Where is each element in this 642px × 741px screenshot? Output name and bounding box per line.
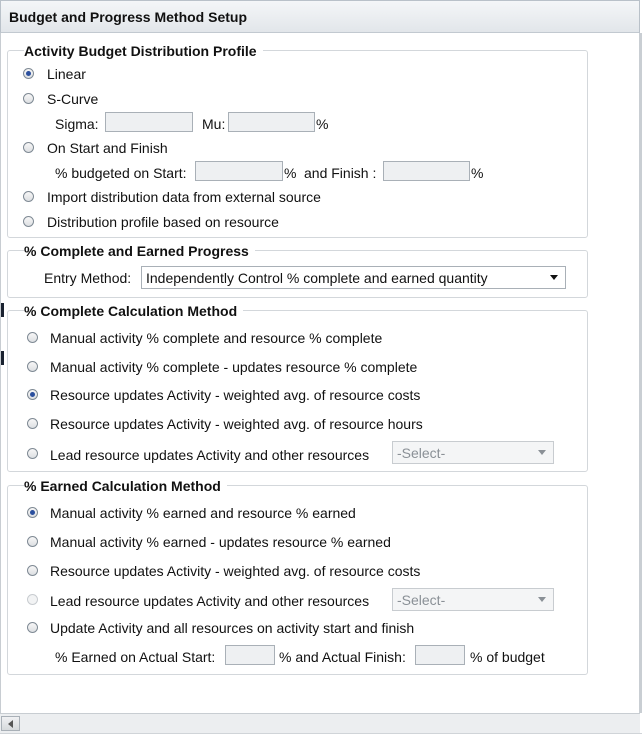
complete-costs-radio[interactable]: [27, 389, 38, 400]
budget-start-field[interactable]: [195, 161, 283, 181]
s-curve-radio[interactable]: [23, 93, 34, 104]
actual-start-label: % Earned on Actual Start:: [55, 649, 216, 665]
chevron-down-icon: [538, 597, 546, 602]
import-distribution-radio[interactable]: [23, 191, 34, 202]
complete-lead-select-value: -Select-: [397, 445, 446, 461]
entry-method-select[interactable]: [141, 266, 566, 289]
complete-manual-label: Manual activity % complete and resource % complete: [50, 330, 383, 346]
complete-manual-updates-radio[interactable]: [27, 361, 38, 372]
linear-radio[interactable]: [23, 68, 34, 79]
sigma-field[interactable]: [105, 112, 193, 132]
actual-finish-suffix: % of budget: [470, 649, 545, 665]
earned-lead-select-value: -Select-: [397, 592, 446, 608]
complete-costs-label: Resource updates Activity - weighted avg. of resource costs: [50, 387, 421, 403]
resource-profile-label: Distribution profile based on resource: [47, 214, 279, 230]
earned-costs-radio[interactable]: [27, 565, 38, 576]
mu-label: Mu:: [202, 116, 226, 132]
actual-finish-field[interactable]: [415, 645, 465, 665]
actual-finish-label: % and Actual Finish:: [279, 649, 406, 665]
mu-percent: %: [316, 116, 329, 132]
earned-manual-label: Manual activity % earned and resource % earned: [50, 505, 356, 521]
complete-lead-radio[interactable]: [27, 448, 38, 459]
budget-start-label: % budgeted on Start:: [55, 165, 187, 181]
side-marker: [1, 351, 4, 365]
earned-lead-select[interactable]: [392, 588, 554, 611]
start-finish-label: On Start and Finish: [47, 140, 168, 156]
horizontal-scrollbar[interactable]: [0, 713, 640, 733]
linear-label: Linear: [47, 66, 86, 82]
earned-costs-label: Resource updates Activity - weighted avg. of resource costs: [50, 563, 421, 579]
earned-manual-radio[interactable]: [27, 507, 38, 518]
complete-lead-label: Lead resource updates Activity and other resources: [50, 447, 370, 463]
complete-hours-label: Resource updates Activity - weighted avg. of resource hours: [50, 416, 423, 432]
chevron-down-icon: [550, 275, 558, 280]
start-finish-radio[interactable]: [23, 142, 34, 153]
import-distribution-label: Import distribution data from external source: [47, 189, 321, 205]
entry-method-value: Independently Control % complete and earned quantity: [146, 270, 488, 286]
earned-progress-legend: % Complete and Earned Progress: [24, 243, 255, 259]
complete-lead-select[interactable]: [392, 441, 554, 464]
earned-start-finish-label: Update Activity and all resources on activity start and finish: [50, 620, 415, 636]
complete-calc-legend: % Complete Calculation Method: [24, 303, 243, 319]
title-bar: [0, 0, 640, 33]
earned-lead-label: Lead resource updates Activity and other resources: [50, 593, 370, 609]
budget-finish-label: and Finish :: [304, 165, 377, 181]
budget-start-percent: %: [284, 165, 297, 181]
complete-hours-radio[interactable]: [27, 418, 38, 429]
earned-manual-updates-label: Manual activity % earned - updates resource % earned: [50, 534, 391, 550]
sigma-label: Sigma:: [55, 116, 99, 132]
scroll-left-icon[interactable]: [1, 716, 20, 731]
window-title: Budget and Progress Method Setup: [9, 9, 248, 25]
chevron-down-icon: [538, 450, 546, 455]
actual-start-field[interactable]: [225, 645, 275, 665]
bottom-edge: [0, 733, 642, 741]
mu-field[interactable]: [228, 112, 315, 132]
budget-finish-percent: %: [471, 165, 484, 181]
complete-manual-radio[interactable]: [27, 332, 38, 343]
entry-method-label: Entry Method:: [44, 270, 132, 286]
earned-lead-radio[interactable]: [27, 594, 38, 605]
complete-manual-updates-label: Manual activity % complete - updates resource % complete: [50, 359, 418, 375]
side-marker: [1, 303, 4, 317]
budget-finish-field[interactable]: [383, 161, 470, 181]
earned-calc-legend: % Earned Calculation Method: [24, 478, 227, 494]
earned-start-finish-radio[interactable]: [27, 622, 38, 633]
s-curve-label: S-Curve: [47, 91, 99, 107]
earned-manual-updates-radio[interactable]: [27, 536, 38, 547]
resource-profile-radio[interactable]: [23, 216, 34, 227]
budget-profile-legend: Activity Budget Distribution Profile: [24, 43, 263, 59]
